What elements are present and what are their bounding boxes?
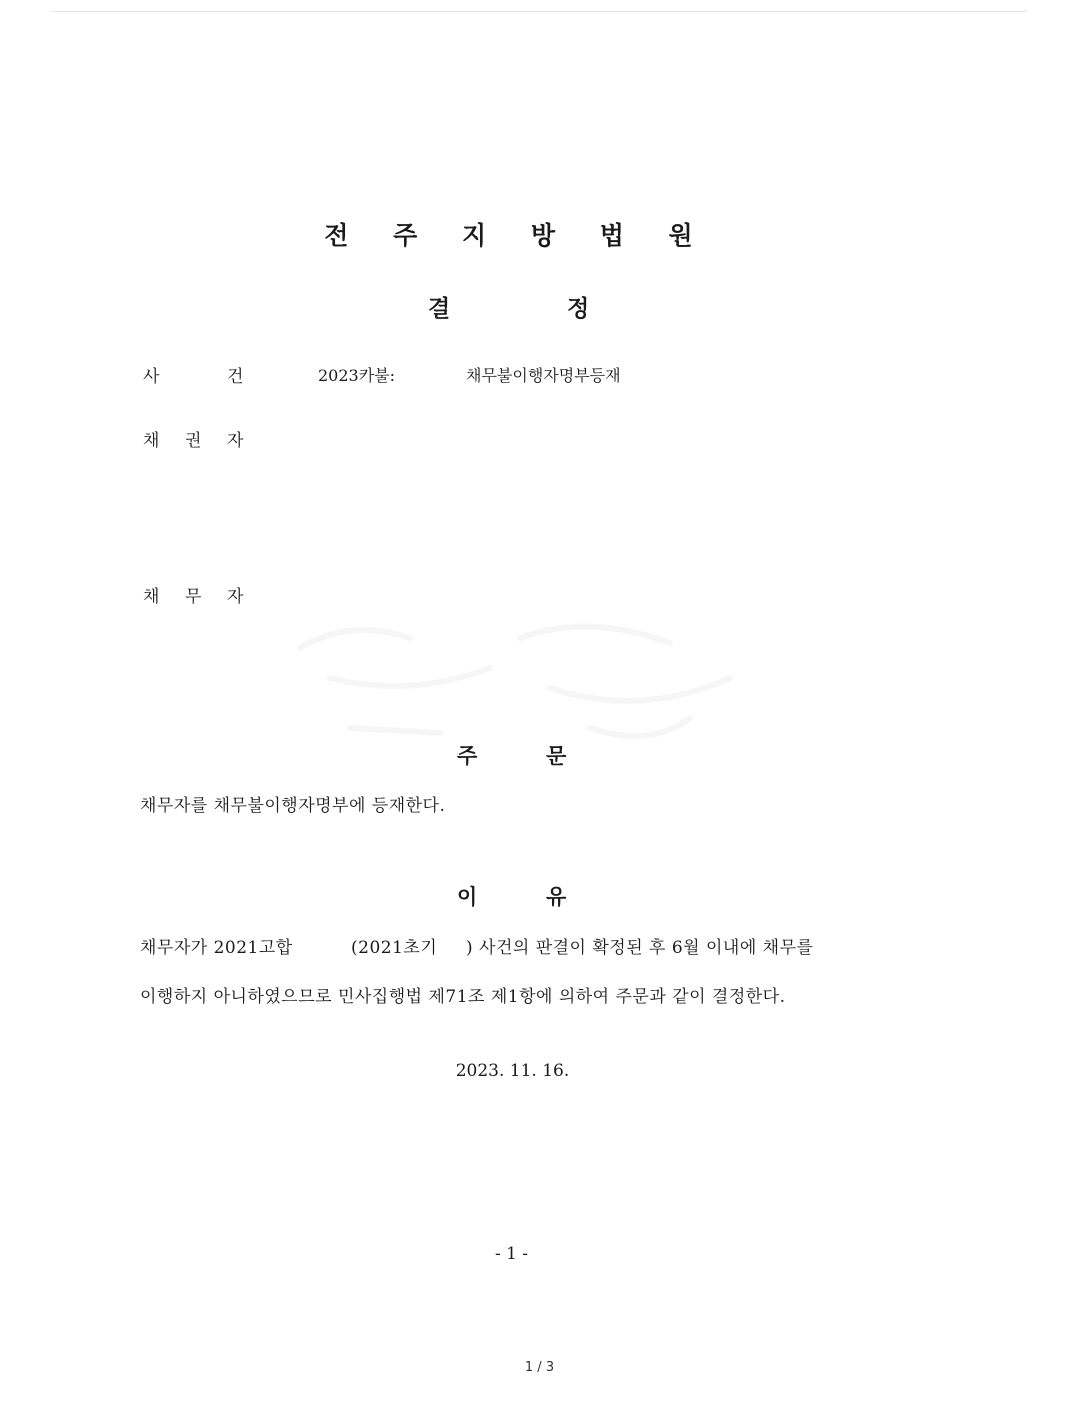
reason-line-2: 이행하지 아니하였으므로 민사집행법 제71조 제1항에 의하여 주문과 같이 결정한다.: [140, 987, 786, 1007]
creditor-label-char-2: 권: [185, 431, 202, 451]
document-title-second-char: 정: [567, 296, 590, 322]
case-label-char-2: 건: [227, 367, 244, 387]
case-number: 2023카불:: [318, 366, 396, 385]
creditor-label-char-3: 자: [227, 431, 244, 451]
order-heading-first-char: 주: [457, 744, 478, 768]
top-divider: [52, 11, 1027, 12]
reason-heading-first-char: 이: [457, 885, 478, 909]
debtor-label-char-2: 무: [185, 587, 202, 607]
reason-line-1-part-a: 채무자가 2021고합: [140, 938, 293, 958]
debtor-label-char-1: 채: [143, 587, 160, 607]
order-heading-second-char: 문: [546, 744, 567, 768]
viewer-page-indicator: 1 / 3: [524, 1360, 555, 1375]
page-number: - 1 -: [494, 1244, 529, 1264]
order-text: 채무자를 채무불이행자명부에 등재한다.: [140, 796, 446, 816]
case-label-char-1: 사: [143, 367, 160, 387]
reason-line-1-part-c: ) 사건의 판결이 확정된 후 6월 이내에 채무를: [466, 938, 814, 958]
reason-line-1-part-b: (2021초기: [351, 938, 438, 958]
case-name: 채무불이행자명부등재: [466, 366, 621, 385]
faint-watermark: [290, 608, 740, 748]
document-title-first-char: 결: [428, 296, 451, 322]
reason-heading-second-char: 유: [546, 885, 567, 909]
debtor-label-char-3: 자: [227, 587, 244, 607]
court-name: 전 주 지 방 법 원: [324, 221, 711, 250]
decision-date: 2023. 11. 16.: [455, 1061, 570, 1081]
creditor-label-char-1: 채: [143, 431, 160, 451]
